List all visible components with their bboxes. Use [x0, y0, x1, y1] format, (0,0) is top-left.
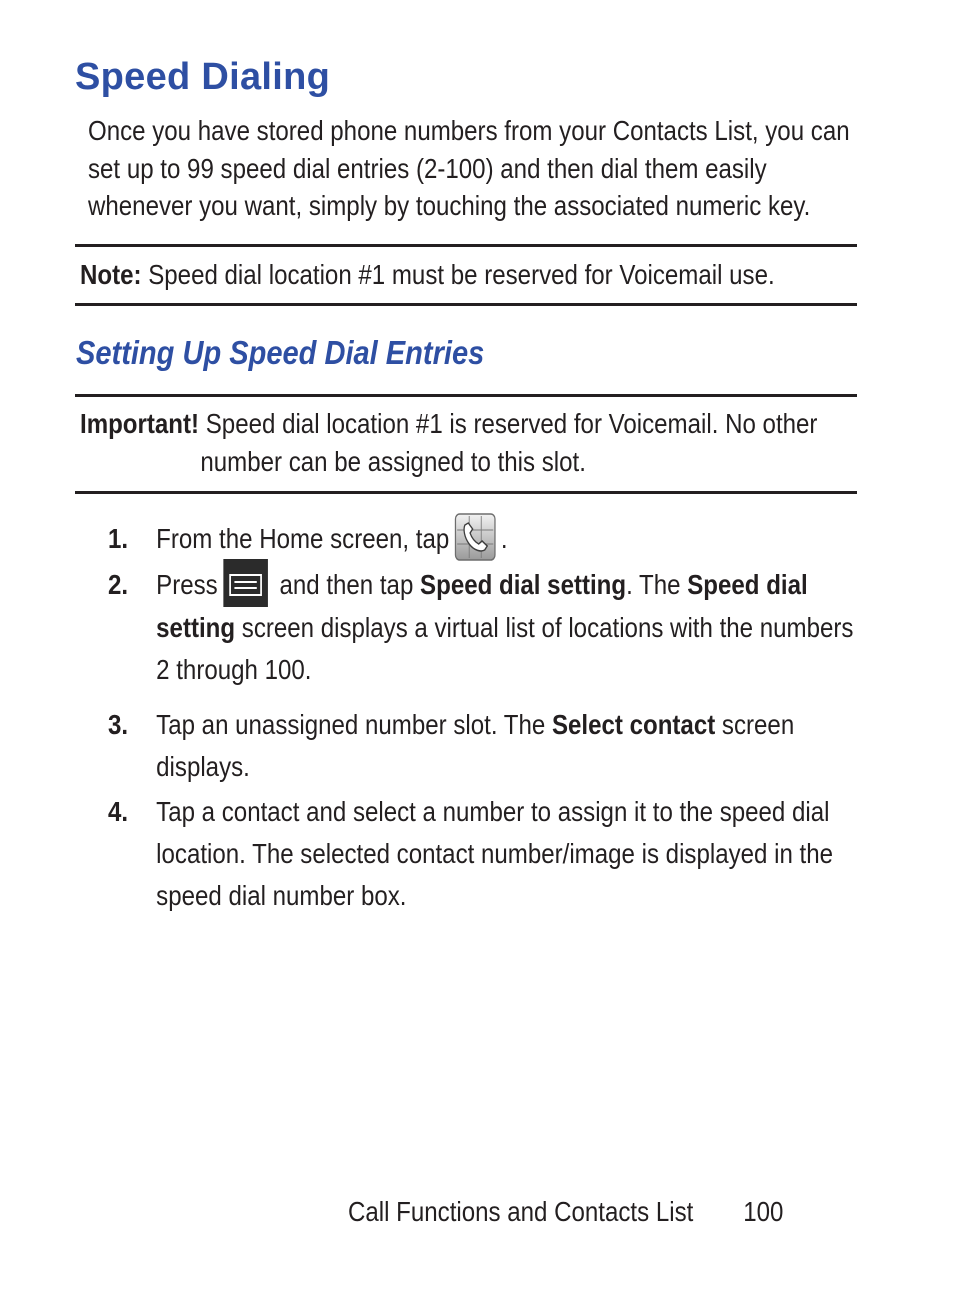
page-footer: [348, 1196, 783, 1228]
step-2-text-c: . The: [626, 569, 688, 600]
note-block: [80, 256, 775, 293]
phone-app-icon: [454, 513, 495, 561]
step-number: 2.: [108, 569, 129, 600]
important-label: Important!: [80, 408, 200, 439]
step-2-text-a: Press: [156, 569, 218, 600]
section-title: Setting Up Speed Dial Entries: [76, 334, 485, 371]
intro-paragraph: Once you have stored phone numbers from your Contacts List, you can set up to 99 speed dial entries (2-100) and then dial them easily whenever you want, simply by touching the associated numeric key.: [88, 115, 850, 221]
step-number: 1.: [108, 523, 129, 554]
step-number: 3.: [108, 709, 129, 740]
step-number: 4.: [108, 796, 129, 827]
step-1-text-a: From the Home screen, tap: [156, 523, 450, 554]
step-text: Tap a contact and select a number to assign it to the speed dial location. The selected contact number/image is displayed in the speed dial number box.: [156, 796, 834, 911]
page-title: Speed Dialing: [75, 56, 331, 98]
step-2-bold-1: Speed dial setting: [420, 569, 627, 600]
step-2-bold-2: Speed dial setting: [156, 569, 808, 643]
step-2-text-d: screen displays a virtual list of locations with the numbers 2 through 100.: [156, 611, 854, 685]
step-text: [156, 518, 865, 561]
note-bottom-rule: [75, 303, 857, 306]
footer-section: Call Functions and Contacts List: [348, 1196, 694, 1227]
step-1-text-b: .: [500, 523, 508, 554]
menu-key-icon: [223, 559, 268, 607]
step-3-text-b: screen displays.: [156, 709, 795, 782]
step-2-text-b: and then tap: [272, 569, 421, 600]
note-top-rule: [75, 244, 857, 247]
note-label: Note:: [80, 259, 142, 290]
step-text: [156, 564, 865, 691]
page-number: 100: [743, 1196, 784, 1227]
important-top-rule: [75, 394, 857, 397]
important-line2: number can be assigned to this slot.: [200, 446, 586, 477]
important-bottom-rule: [75, 491, 857, 494]
important-line1: Speed dial location #1 is reserved for Voicemail. No other: [199, 408, 818, 439]
step-text: [156, 704, 865, 788]
important-block: [80, 405, 880, 481]
step-3-text-a: Tap an unassigned number slot. The: [156, 709, 552, 740]
step-3-bold-1: Select contact: [551, 709, 716, 740]
note-text: Speed dial location #1 must be reserved for Voicemail use.: [141, 259, 775, 290]
